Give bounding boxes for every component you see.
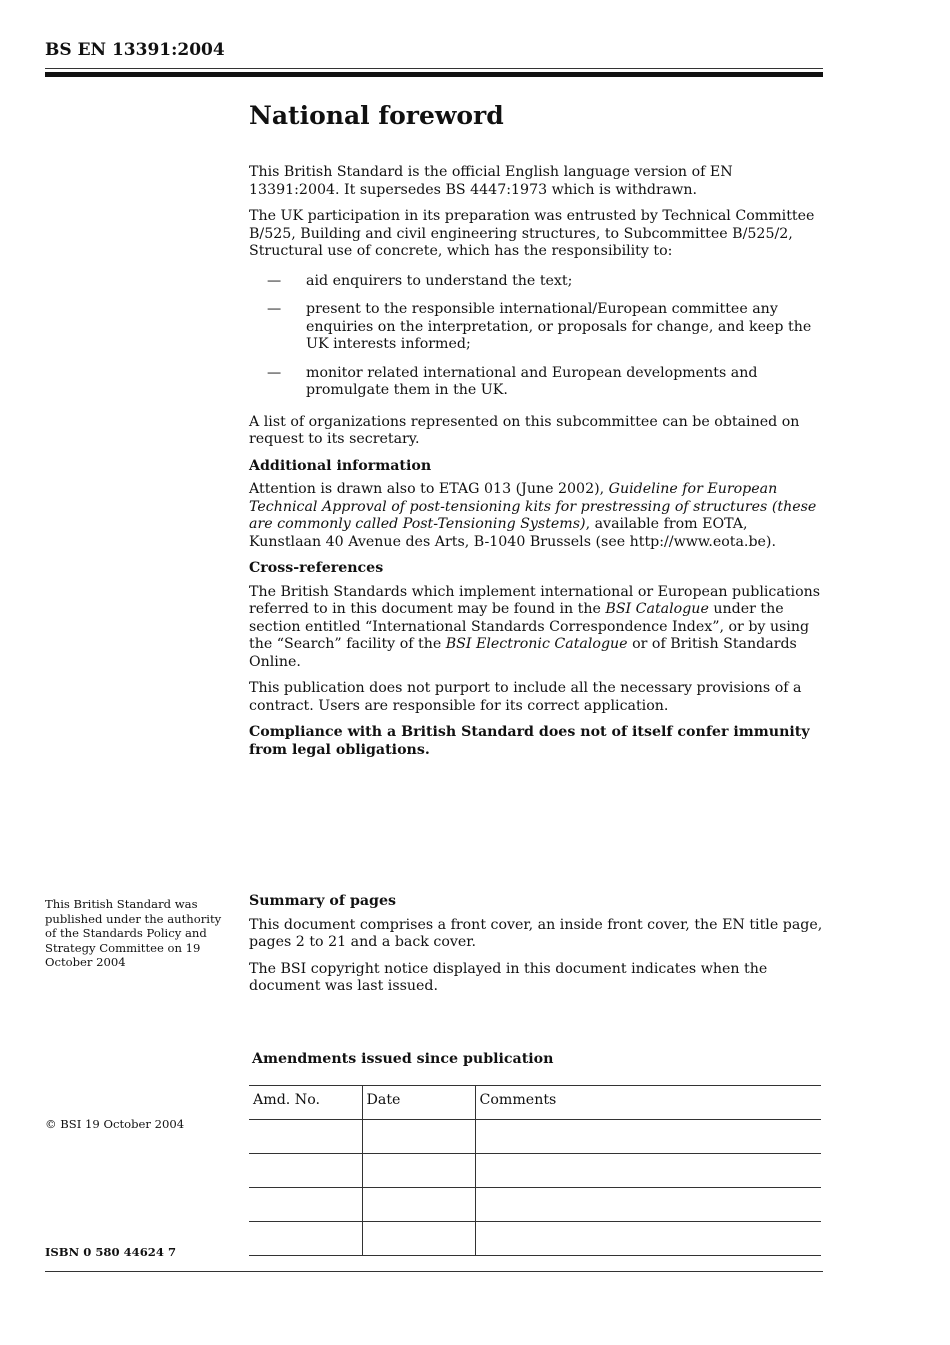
crossref-text-1: The British Standards which implement international or European publications referred to in this document may be found in the	[249, 583, 821, 617]
bsi-catalogue: BSI Catalogue	[605, 601, 709, 617]
list-item	[249, 273, 824, 291]
header-rule-thick	[45, 72, 823, 77]
foreword-body	[249, 164, 824, 768]
crossref-text-3: or of British Standards Online.	[249, 636, 797, 670]
dash-marker: —	[267, 301, 282, 317]
etag-title: Guideline for European Technical Approval of post-tensioning kits for prestressing of structures (these are commonly called Post-Tensioning Systems)	[249, 481, 817, 532]
table-header-row	[249, 1086, 821, 1120]
additional-text-pre: Attention is drawn also to ETAG 013 (June 2002),	[249, 481, 609, 497]
summary-paragraph-1: This document comprises a front cover, an inside front cover, the EN title page, pages 2 to 21 and a back cover.	[249, 916, 823, 950]
cross-references-heading: Cross-references	[249, 560, 384, 576]
table-cell	[475, 1120, 821, 1154]
summary-section	[249, 893, 824, 1005]
footer-rule	[45, 1271, 823, 1272]
table-cell	[249, 1188, 362, 1222]
header-rule-thin	[45, 68, 823, 69]
table-cell	[362, 1154, 475, 1188]
publication-note: This British Standard was published under the authority of the Standards Policy and Strategy Committee on 19 October 2004	[45, 897, 222, 970]
crossref-text-2: under the section entitled “International Standards Correspondence Index”, or by using the “Search” facility of the	[249, 601, 810, 652]
dash-marker: —	[267, 364, 282, 381]
list-item-text: present to the responsible international/European committee any enquiries on the interpretation, or proposals for change, and keep the UK interests informed;	[306, 301, 812, 352]
page-title: National foreword	[249, 101, 504, 130]
column-header: Amd. No.	[249, 1086, 362, 1120]
provisions-paragraph: This publication does not purport to include all the necessary provisions of a contract. Users are responsible for its correct application.	[249, 680, 802, 714]
amendments-title: Amendments issued since publication	[252, 1051, 554, 1067]
isbn: ISBN 0 580 44624 7	[45, 1245, 177, 1259]
list-item-text: aid enquirers to understand the text;	[306, 272, 573, 289]
additional-info-paragraph	[249, 481, 824, 551]
copyright-note: © BSI 19 October 2004	[45, 1117, 185, 1131]
summary-paragraph-2: The BSI copyright notice displayed in this document indicates when the document was last issued.	[249, 960, 768, 994]
table-cell	[362, 1188, 475, 1222]
additional-text-post: , available from EOTA, Kunstlaan 40 Avenue des Arts, B-1040 Brussels (see http://www.eota.be).	[249, 516, 776, 550]
table-cell	[362, 1222, 475, 1256]
table-cell	[475, 1222, 821, 1256]
table-cell	[475, 1188, 821, 1222]
document-id: BS EN 13391:2004	[45, 40, 225, 60]
list-item-text: monitor related international and European developments and promulgate them in the UK.	[306, 364, 758, 398]
intro-paragraph-2: The UK participation in its preparation was entrusted by Technical Committee B/525, Building and civil engineering structures, to Subcommittee B/525/2, Structural use of concrete, which has the responsibility to:	[249, 208, 815, 259]
table-cell	[249, 1154, 362, 1188]
compliance-statement: Compliance with a British Standard does not of itself confer immunity from legal obligations.	[249, 724, 810, 758]
list-item	[249, 301, 824, 354]
column-header: Comments	[475, 1086, 821, 1120]
table-row	[249, 1120, 821, 1154]
cross-references-paragraph	[249, 584, 824, 672]
bsi-electronic-catalogue: BSI Electronic Catalogue	[445, 636, 628, 652]
table-row	[249, 1188, 821, 1222]
table-cell	[249, 1222, 362, 1256]
list-item	[249, 365, 824, 400]
table-cell	[249, 1120, 362, 1154]
table-cell	[362, 1120, 475, 1154]
intro-paragraph-3: A list of organizations represented on this subcommittee can be obtained on request to its secretary.	[249, 413, 800, 447]
table-row	[249, 1222, 821, 1256]
column-header: Date	[362, 1086, 475, 1120]
summary-heading: Summary of pages	[249, 893, 396, 909]
table-row	[249, 1154, 821, 1188]
dash-marker: —	[267, 272, 282, 289]
intro-paragraph-1: This British Standard is the official English language version of EN 13391:2004. It supersedes BS 4447:1973 which is withdrawn.	[249, 164, 733, 198]
additional-info-heading: Additional information	[249, 457, 432, 474]
table-cell	[475, 1154, 821, 1188]
responsibility-list	[249, 273, 824, 400]
amendments-table	[249, 1085, 821, 1256]
